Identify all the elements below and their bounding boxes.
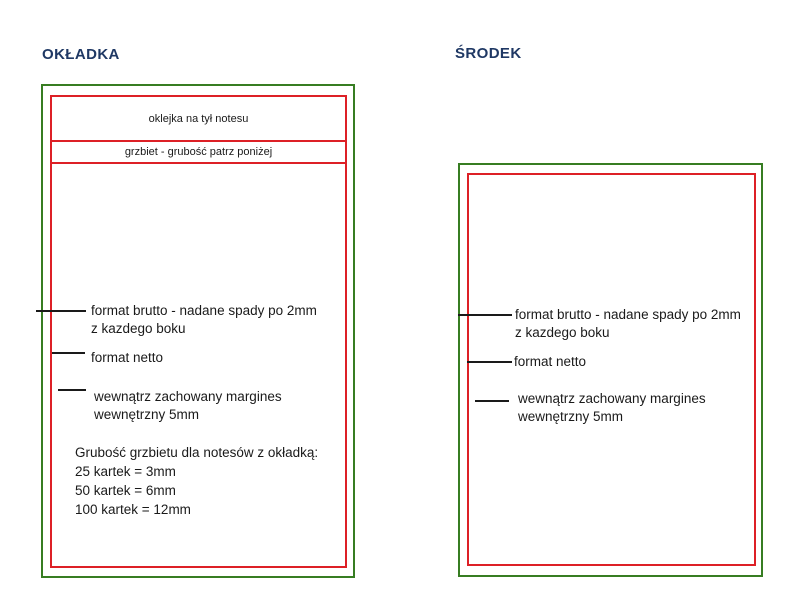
brutto-label-line2: z kazdego boku <box>91 321 186 336</box>
brutto-label-line2: z kazdego boku <box>515 325 610 340</box>
okladka-brutto-callout-line <box>36 310 86 312</box>
srodek-brutto-callout <box>515 306 741 342</box>
margin-label-line2: wewnętrzny 5mm <box>94 407 200 422</box>
srodek-title: ŚRODEK <box>455 45 522 62</box>
brutto-label-line1: format brutto - nadane spady po 2mm <box>515 307 741 322</box>
okladka-spine-band <box>52 142 345 164</box>
spine-thickness-heading: Grubość grzbietu dla notesów z okładką: <box>75 445 319 460</box>
okladka-brutto-callout <box>91 302 317 338</box>
margin-label-line1: wewnątrz zachowany margines <box>518 391 706 406</box>
okladka-glue-flap-section <box>52 97 345 142</box>
margin-label-line1: wewnątrz zachowany margines <box>94 389 282 404</box>
glue-flap-label: oklejka na tył notesu <box>148 112 249 125</box>
spine-band-label: grzbiet - grubość patrz poniżej <box>124 146 273 158</box>
okladka-netto-callout: format netto <box>91 350 164 365</box>
srodek-netto-callout: format netto <box>514 354 587 369</box>
okladka-title: OKŁADKA <box>42 46 120 63</box>
srodek-trim-box <box>467 173 756 566</box>
brutto-label-line1: format brutto - nadane spady po 2mm <box>91 303 317 318</box>
spine-thickness-row: 100 kartek = 12mm <box>75 502 191 517</box>
srodek-netto-callout-line <box>467 361 512 363</box>
margin-label-line2: wewnętrzny 5mm <box>518 409 624 424</box>
okladka-netto-callout-line <box>52 352 85 354</box>
srodek-margin-callout <box>518 390 706 426</box>
srodek-margin-callout-line <box>475 400 509 402</box>
spine-thickness-row: 25 kartek = 3mm <box>75 464 176 479</box>
srodek-brutto-callout-line <box>458 314 512 316</box>
spine-thickness-info <box>75 443 318 519</box>
spine-thickness-row: 50 kartek = 6mm <box>75 483 176 498</box>
okladka-margin-callout-line <box>58 389 86 391</box>
okladka-margin-callout <box>94 388 282 424</box>
